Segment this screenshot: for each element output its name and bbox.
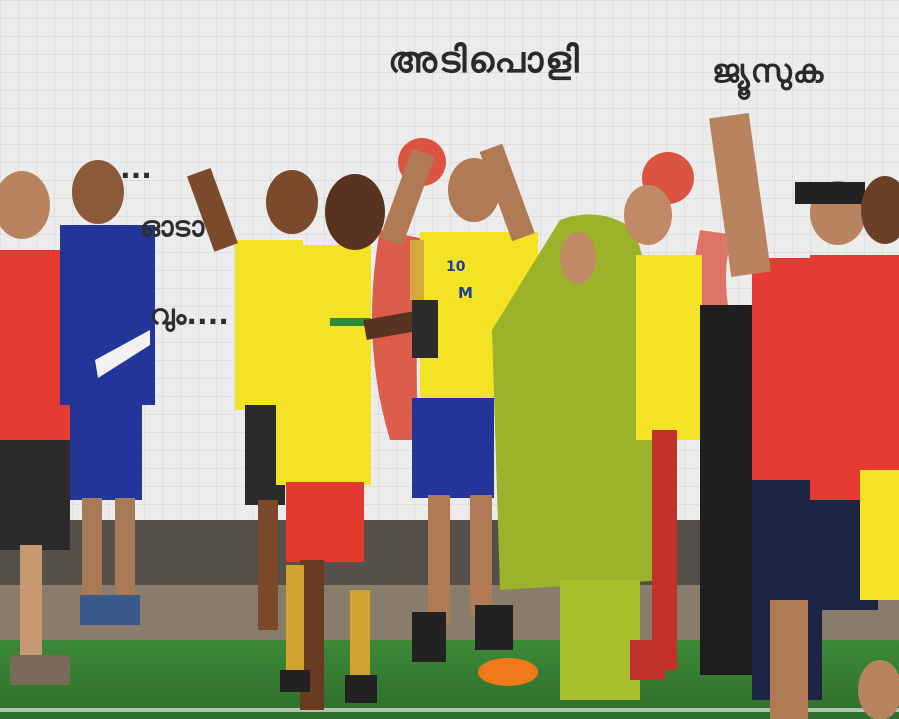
field-line [0,708,899,712]
banner-headline-continued: ജ്യൂസുക [712,52,825,90]
flowers [478,658,538,686]
person-yellow-edge [860,470,899,600]
banner-side-text: ... [120,152,152,185]
jersey-sponsor: M [458,284,473,302]
jersey-number: 10 [446,259,466,275]
banner-side-text: ഓടാ [140,210,205,243]
banner-headline: അടിപൊളി [388,40,581,81]
banner-side-text: വും.... [150,298,229,331]
